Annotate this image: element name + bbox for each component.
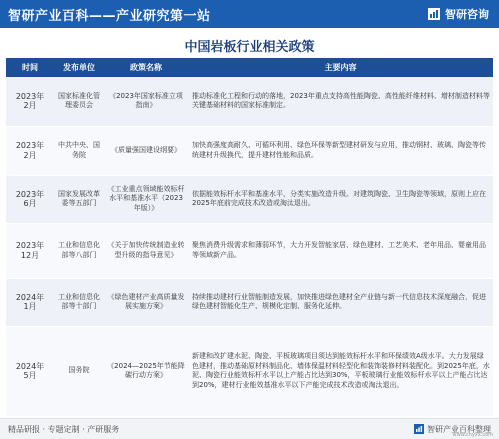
- table-row: [6, 223, 493, 278]
- table-header-row: [6, 58, 493, 77]
- table-row: [6, 77, 493, 126]
- cell-policy: 《2023年国家标准立项指南》: [104, 77, 188, 126]
- column-header-policy: 政策名称: [104, 58, 188, 77]
- footer-url: www.chyxx.com: [452, 432, 493, 438]
- footer-source-label: 智研产业百科整理: [427, 424, 491, 434]
- cell-content: 聚焦消费升级需求和薄弱环节，大力开发智能家居、绿色建材、工艺美术、老年用品、婴童用品等领域新产品。: [188, 223, 493, 278]
- column-header-date: 时间: [6, 58, 54, 77]
- cell-date: 2024年 5月: [6, 326, 54, 416]
- cell-date: 2024年 1月: [6, 278, 54, 326]
- cell-content: 新建和改扩建水泥、陶瓷、平板玻璃项目须达到能效标杆水平和环保绩效A级水平。大力发展绿色建材，推动基础原材料制品化、墙体保温材料轻型化和装饰装修材料装配化。到2025年底，水泥、陶瓷行业能效标杆水平以上产能占比达到30%，平板玻璃行业能效标杆水平以上产能占比达到20%，建材行业能效基准水平以下产能完成技术改造或淘汰退出。: [188, 326, 493, 416]
- table-row: [6, 326, 493, 416]
- cell-date: 2023年 2月: [6, 77, 54, 126]
- footer-bar: [0, 418, 499, 439]
- page-title: 中国岩板行业相关政策: [184, 40, 315, 55]
- zhiyan-small-logo-icon: [414, 424, 424, 434]
- cell-policy: 《质量强国建设纲要》: [104, 126, 188, 175]
- cell-org: 国家发展改革委等五部门: [54, 175, 104, 223]
- top-banner: [0, 0, 499, 28]
- cell-policy: 《关于加快传统制造业转型升级的指导意见》: [104, 223, 188, 278]
- footer-services: 精品研报 · 专题定制 · 产研服务: [8, 424, 120, 434]
- cell-date: 2023年 12月: [6, 223, 54, 278]
- table-row: [6, 175, 493, 223]
- column-header-org: 发布单位: [54, 58, 104, 77]
- cell-org: 中共中央、国务院: [54, 126, 104, 175]
- cell-date: 2023年 6月: [6, 175, 54, 223]
- cell-content: 持续推动建材行业智能制造发展，加快推进绿色建材全产业链与新一代信息技术深度融合，促进绿色建材智能化生产、规模化定制、服务化延伸。: [188, 278, 493, 326]
- cell-date: 2023年 2月: [6, 126, 54, 175]
- brand-logo-group: [427, 6, 499, 22]
- table-row: [6, 126, 493, 175]
- zhiyan-logo-icon: [427, 7, 441, 21]
- cell-org: 国务院: [54, 326, 104, 416]
- cell-content: 依据能效标杆水平和基准水平，分类实施改造升级。对建筑陶瓷、卫生陶瓷等领域，原则上应在2025年底前完成技术改造或淘汰退出。: [188, 175, 493, 223]
- column-header-content: 主要内容: [188, 58, 493, 77]
- cell-policy: 《2024—2025年节能降碳行动方案》: [104, 326, 188, 416]
- cell-content: 加快高强度高耐久、可循环利用、绿色环保等新型建材研发与应用，推动钢材、玻璃、陶瓷等传统建材升级换代，提升建材性能和品质。: [188, 126, 493, 175]
- cell-policy: 《绿色建材产业高质量发展实施方案》: [104, 278, 188, 326]
- cell-org: 国家标准化管理委员会: [54, 77, 104, 126]
- policy-table: [6, 58, 493, 417]
- cell-policy: 《工业重点领域能效标杆水平和基准水平（2023年版）》: [104, 175, 188, 223]
- table-row: [6, 278, 493, 326]
- banner-slogan: 智研产业百科——产业研究第一站: [8, 8, 211, 24]
- cell-org: 工业和信息化部等十部门: [54, 278, 104, 326]
- cell-content: 推动标准化工程和行动的落地，2023年重点支持高性能陶瓷、高性能纤维材料、增材制造材料等关键基础材料的国家标准制定。: [188, 77, 493, 126]
- brand-name: 智研咨询: [445, 8, 489, 21]
- cell-org: 工业和信息化部等八部门: [54, 223, 104, 278]
